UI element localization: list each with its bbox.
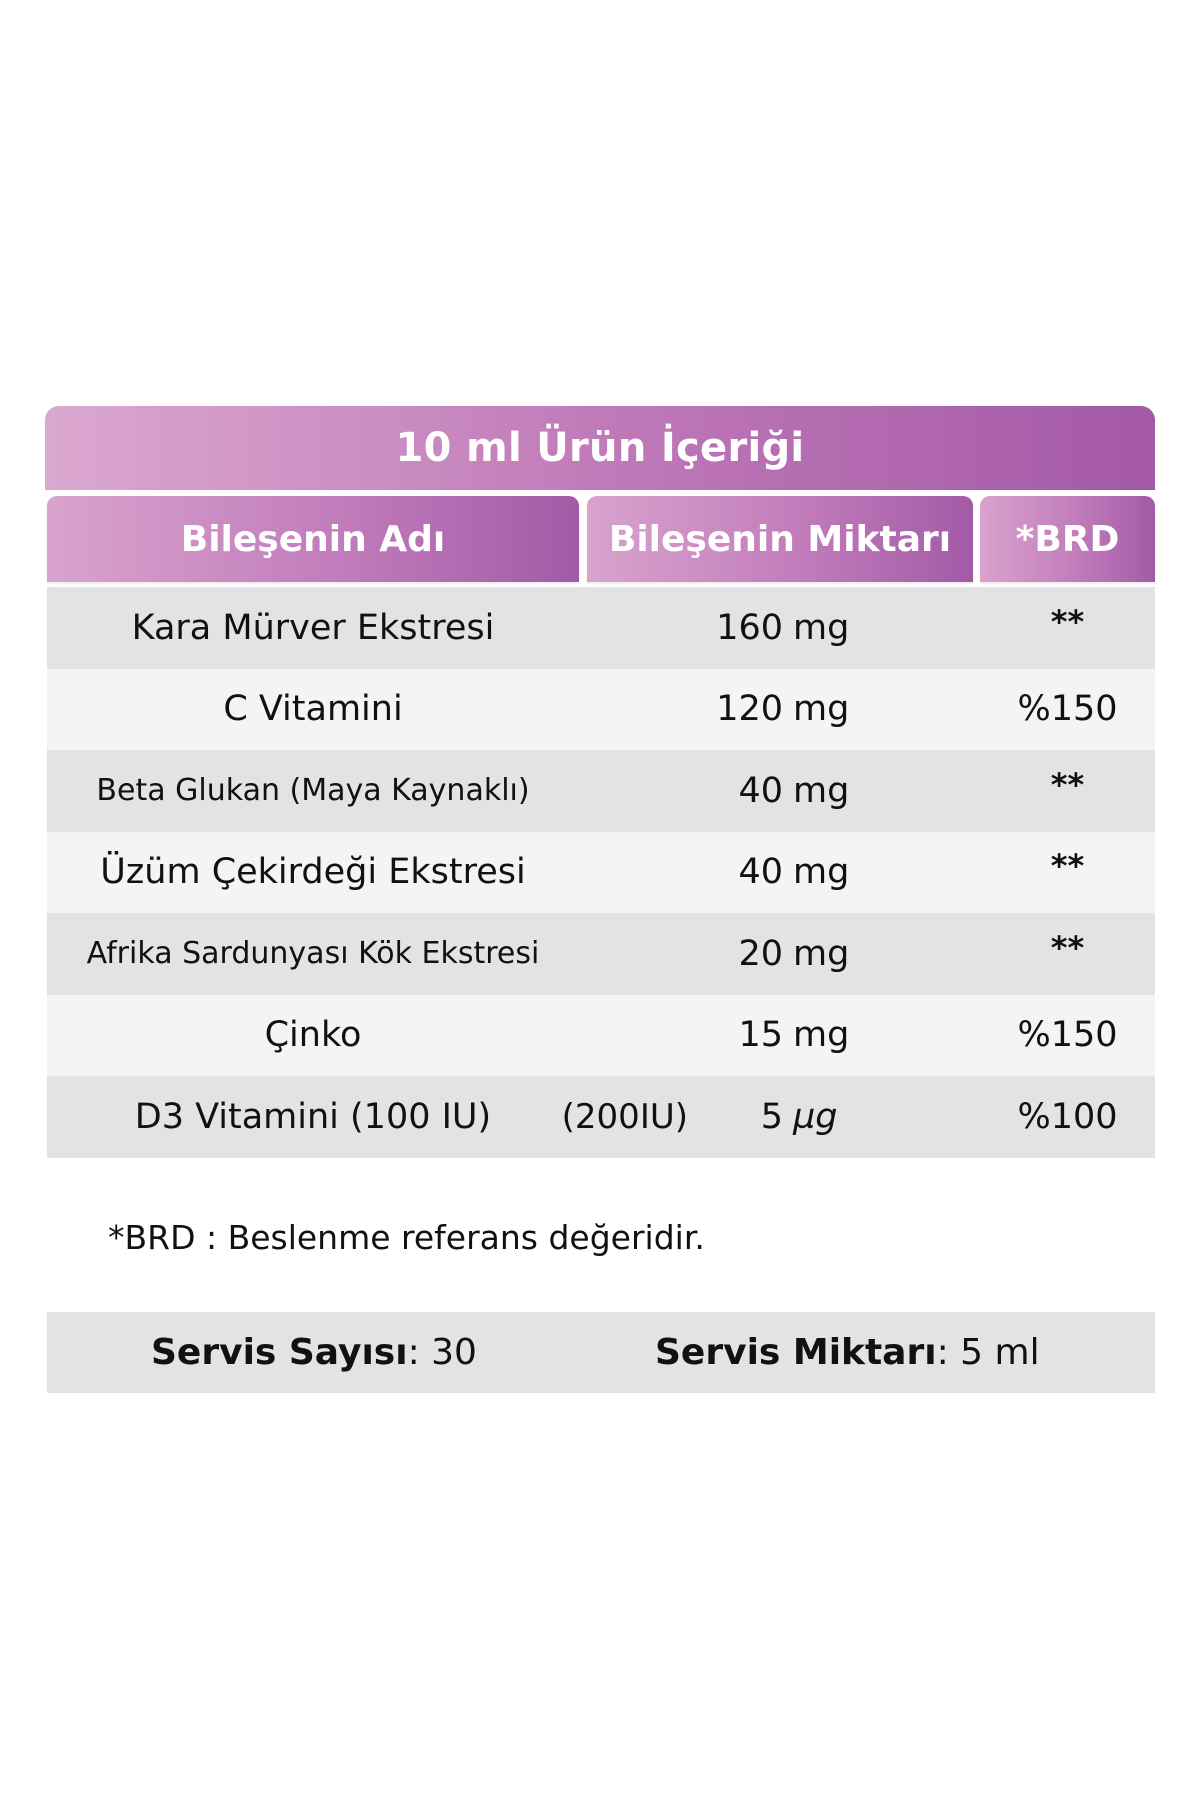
brd-value [980, 587, 1155, 669]
table-title: 10 ml Ürün İçeriği [45, 406, 1155, 490]
service-amount [655, 1312, 1040, 1393]
header-brd: *BRD [980, 496, 1155, 582]
table-row [47, 1076, 1155, 1158]
header-ingredient-name: Bileşenin Adı [47, 496, 579, 582]
service-count-label: Servis Sayısı [151, 1332, 408, 1373]
brd-stars: ** [1050, 847, 1085, 886]
amount-unit: mg [793, 607, 850, 648]
amount-value: 40 [738, 770, 783, 811]
header-ingredient-amount: Bileşenin Miktarı [587, 496, 973, 582]
brd-stars: ** [1050, 602, 1085, 641]
amount-unit: mg [793, 689, 850, 730]
brd-value [980, 832, 1155, 914]
ingredient-amount [587, 832, 973, 914]
ingredient-name: Afrika Sardunyası Kök Ekstresi [86, 936, 540, 972]
amount-unit: mg [793, 1015, 850, 1056]
ingredient-name: D3 Vitamini (100 IU) [134, 1096, 492, 1137]
amount-value: 5 [760, 1096, 783, 1137]
ingredient-table-body [47, 587, 1155, 1158]
amount-unit: µg [793, 1096, 838, 1137]
service-info-bar [47, 1312, 1155, 1393]
amount-value: 20 [738, 933, 783, 974]
table-row [47, 832, 1155, 914]
amount-unit: mg [793, 770, 850, 811]
ingredient-amount [587, 587, 973, 669]
service-amount-value: : 5 ml [936, 1332, 1040, 1373]
ingredient-amount [587, 750, 973, 832]
amount-extra-iu: (200IU) [561, 1096, 688, 1137]
table-row [47, 669, 1155, 751]
service-amount-label: Servis Miktarı [655, 1332, 937, 1373]
table-row [47, 587, 1155, 669]
table-row [47, 750, 1155, 832]
table-row [47, 913, 1155, 995]
table-header-row [0, 496, 1200, 582]
ingredient-name: Üzüm Çekirdeği Ekstresi [100, 852, 526, 893]
brd-value: %150 [1017, 1015, 1118, 1056]
table-row [47, 995, 1155, 1077]
amount-value: 120 [716, 689, 783, 730]
amount-unit: mg [793, 852, 850, 893]
ingredient-amount [587, 669, 973, 751]
amount-value: 160 [716, 607, 783, 648]
brd-value: %150 [1017, 689, 1118, 730]
brd-footnote: *BRD : Beslenme referans değeridir. [108, 1218, 705, 1257]
amount-value: 15 [738, 1015, 783, 1056]
ingredient-amount [587, 913, 973, 995]
brd-stars: ** [1050, 928, 1085, 967]
ingredient-amount [561, 1076, 973, 1158]
ingredient-name: Kara Mürver Ekstresi [131, 607, 495, 648]
brd-value [980, 750, 1155, 832]
ingredient-amount [587, 995, 973, 1077]
brd-value [980, 913, 1155, 995]
ingredient-name: C Vitamini [223, 689, 403, 730]
ingredient-name: Beta Glukan (Maya Kaynaklı) [96, 773, 530, 809]
brd-value: %100 [1017, 1096, 1118, 1137]
service-count-value: : 30 [407, 1332, 477, 1373]
amount-value: 40 [738, 852, 783, 893]
ingredient-name: Çinko [264, 1015, 362, 1056]
service-count [151, 1312, 477, 1393]
brd-stars: ** [1050, 765, 1085, 804]
amount-unit: mg [793, 933, 850, 974]
